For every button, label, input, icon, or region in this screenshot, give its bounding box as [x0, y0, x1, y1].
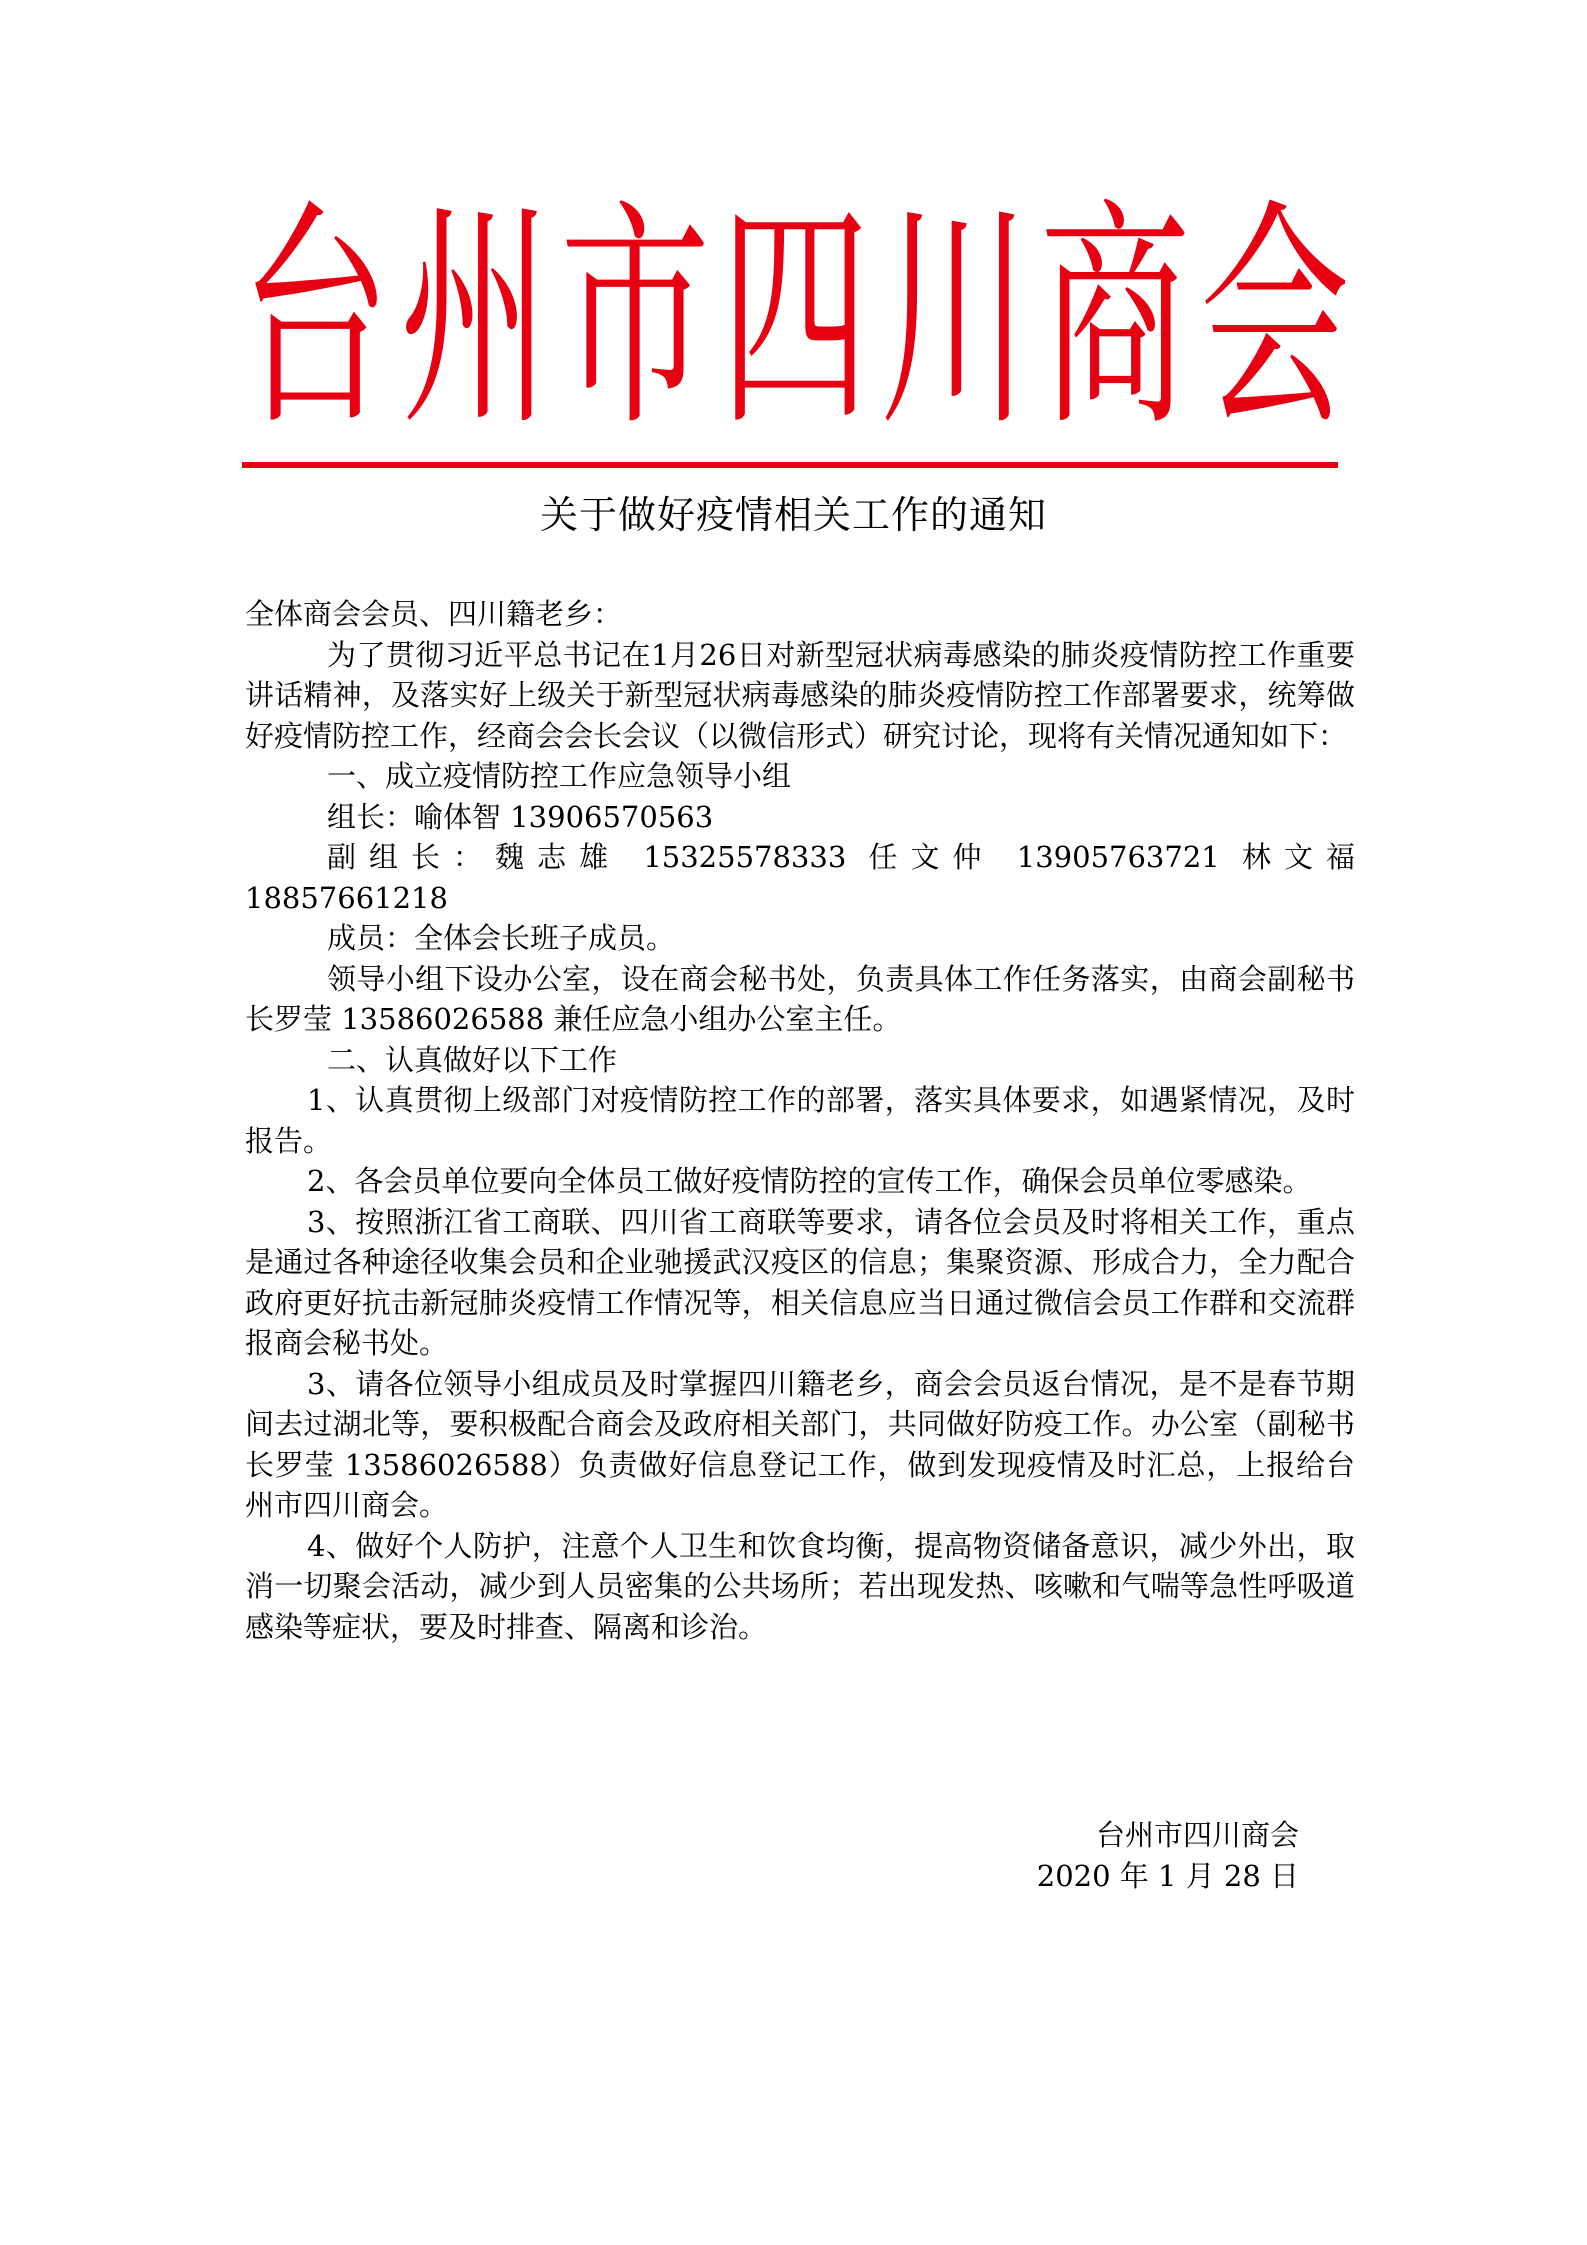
work-item-4: 4、做好个人防护，注意个人卫生和饮食均衡，提高物资储备意识，减少外出，取消一切聚会活动，减少到人员密集的公共场所；若出现发热、咳嗽和气喘等急性呼吸道感染等症状，要及时排查、隔离和诊治。 [245, 1528, 1355, 1644]
intro-paragraph: 为了贯彻习近平总书记在1月26日对新型冠状病毒感染的肺炎疫情防控工作重要讲话精神，及落实好上级关于新型冠状病毒感染的肺炎疫情防控工作部署要求，统筹做好疫情防控工作，经商会会长会议（以微信形式）研究讨论，现将有关情况通知如下： [245, 637, 1355, 753]
work-item-1: 1、认真贯彻上级部门对疫情防控工作的部署，落实具体要求，如遇紧情况，及时报告。 [245, 1083, 1355, 1158]
masthead-letterhead [240, 180, 1350, 460]
masthead-char: 州 [399, 180, 550, 460]
work-item-3b: 3、请各位领导小组成员及时掌握四川籍老乡，商会会员返台情况，是不是春节期间去过湖北等，要积极配合商会及政府相关部门，共同做好防疫工作。办公室（副秘书长罗莹 13586026588）负责做好信息登记工作，做到发现疫情及时汇总，上报给台州市四川商会。 [245, 1366, 1355, 1522]
document-title: 关于做好疫情相关工作的通知 [539, 493, 1047, 537]
group-leader: 组长：喻体智 13906570563 [327, 799, 714, 834]
work-item-2: 2、各会员单位要向全体员工做好疫情防控的宣传工作，确保会员单位零感染。 [307, 1164, 1312, 1198]
masthead-char: 市 [559, 180, 710, 460]
document-body [245, 594, 1355, 1647]
signature-org: 台州市四川商会 [1095, 1818, 1299, 1852]
masthead-char: 会 [1199, 180, 1350, 460]
masthead-divider [242, 462, 1338, 468]
section-heading-2: 二、认真做好以下工作 [327, 1042, 618, 1077]
signature-block [999, 1815, 1299, 1896]
masthead-char: 台 [240, 180, 391, 460]
group-members: 成员：全体会长班子成员。 [327, 921, 676, 955]
masthead-char: 商 [1039, 180, 1190, 460]
masthead-char: 川 [879, 180, 1030, 460]
salutation: 全体商会会员、四川籍老乡： [245, 597, 623, 631]
deputy-leaders: 副组长：魏志雄 15325578333 任文仲 13905763721 林文福 18857661218 [245, 840, 1355, 915]
masthead-char: 四 [719, 180, 870, 460]
office-paragraph: 领导小组下设办公室，设在商会秘书处，负责具体工作任务落实，由商会副秘书长罗莹 13586026588 兼任应急小组办公室主任。 [245, 961, 1355, 1036]
signature-date: 2020 年 1 月 28 日 [1036, 1858, 1299, 1893]
work-item-3a: 3、按照浙江省工商联、四川省工商联等要求，请各位会员及时将相关工作，重点是通过各种途径收集会员和企业驰援武汉疫区的信息；集聚资源、形成合力，全力配合政府更好抗击新冠肺炎疫情工作情况等，相关信息应当日通过微信会员工作群和交流群报商会秘书处。 [245, 1204, 1355, 1360]
section-heading-1: 一、成立疫情防控工作应急领导小组 [327, 759, 792, 793]
